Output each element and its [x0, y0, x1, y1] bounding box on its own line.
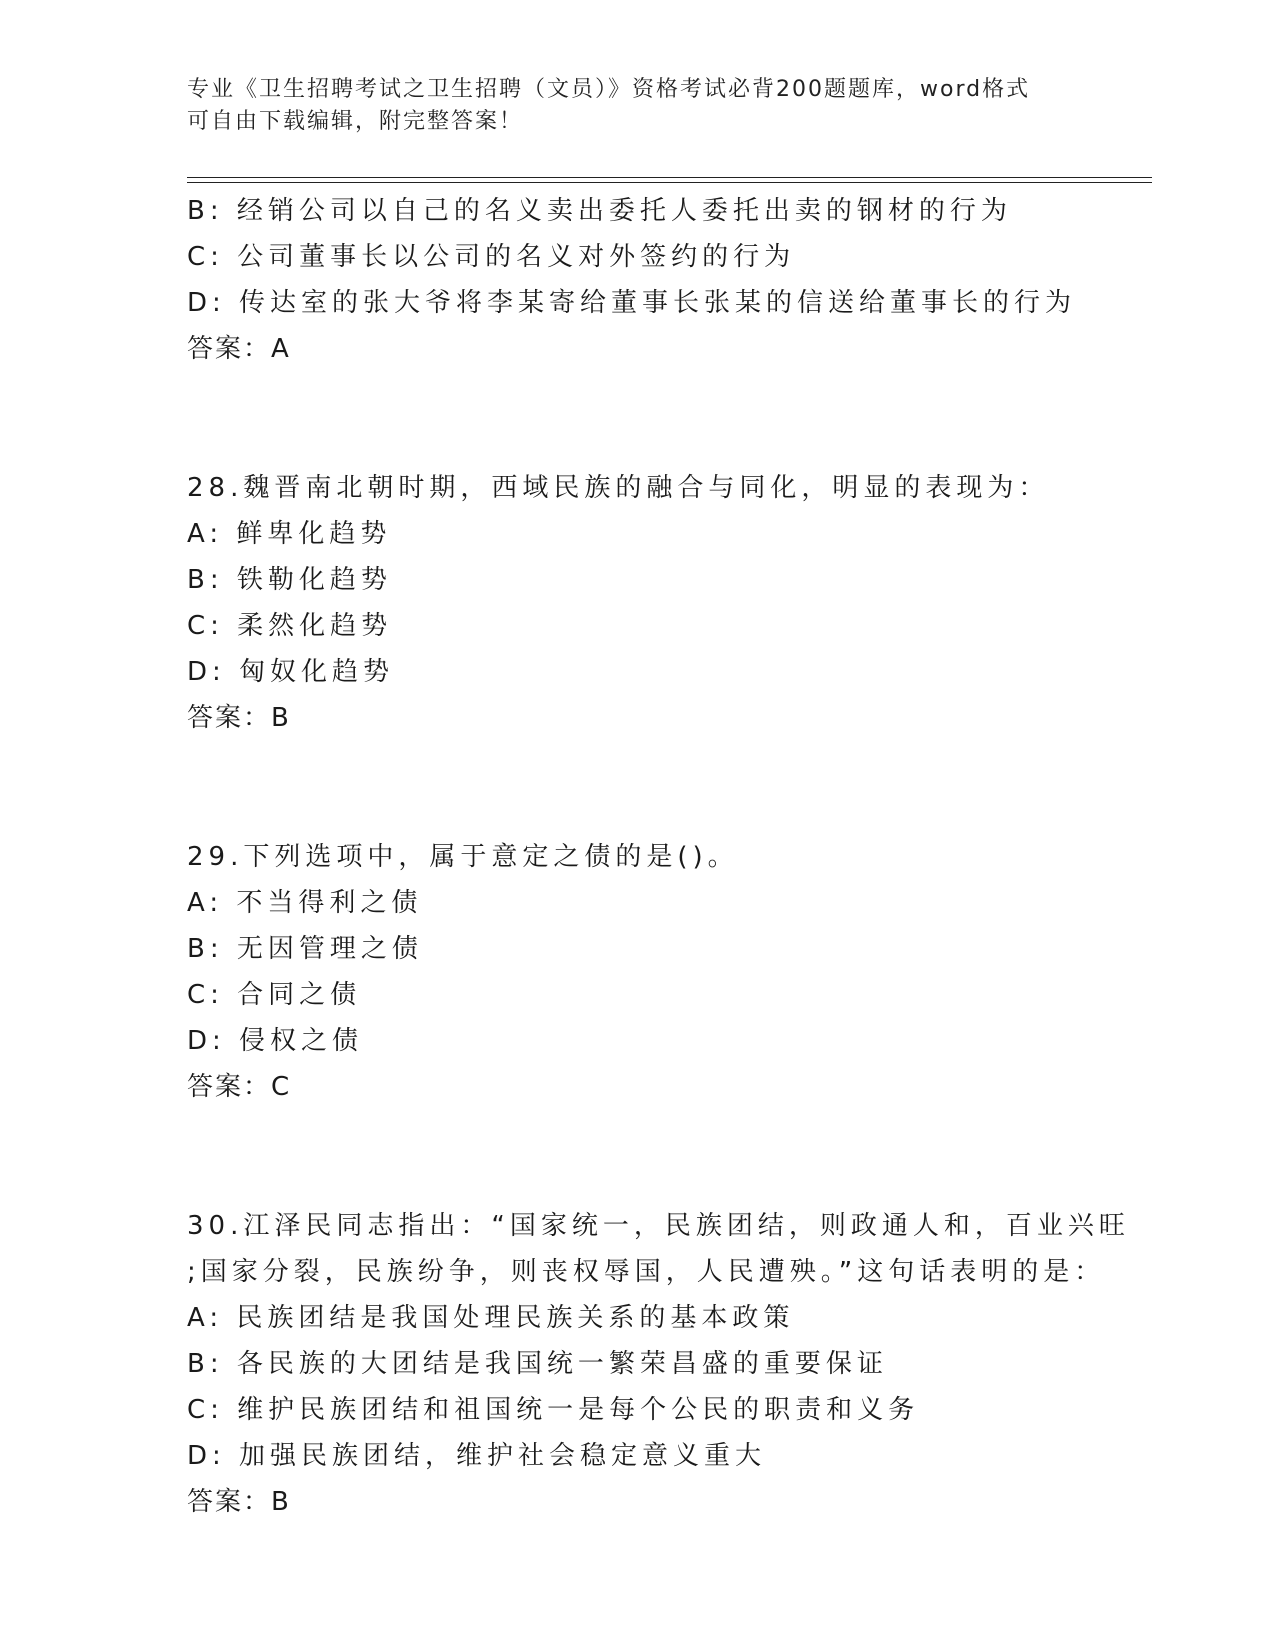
option-c: C: 维护民族团结和祖国统一是每个公民的职责和义务	[187, 1395, 920, 1425]
question-stem: 28.魏晋南北朝时期，西域民族的融合与同化，明显的表现为：	[187, 473, 1050, 503]
option-b: B: 铁勒化趋势	[187, 565, 392, 595]
question-29	[187, 834, 1147, 1110]
answer-line: 答案：B	[187, 703, 291, 733]
option-b: B: 无因管理之债	[187, 934, 423, 964]
answer-line: 答案：B	[187, 1487, 291, 1517]
spacer	[187, 1110, 1147, 1203]
question-list	[187, 188, 1147, 1525]
option-b: B: 各民族的大团结是我国统一繁荣昌盛的重要保证	[187, 1349, 888, 1379]
option-d: D: 侵权之债	[187, 1026, 364, 1056]
question-stem-line-1: 30.江泽民同志指出：“国家统一，民族团结，则政通人和，百业兴旺	[187, 1211, 1130, 1241]
option-b: B: 经销公司以自己的名义卖出委托人委托出卖的钢材的行为	[187, 196, 1012, 226]
option-a: A: 鲜卑化趋势	[187, 519, 392, 549]
spacer	[187, 741, 1147, 834]
header-line-1: 专业《卫生招聘考试之卫生招聘（文员）》资格考试必背200题题库，word格式	[187, 77, 1031, 102]
header-divider-top	[187, 177, 1152, 178]
answer-line: 答案：A	[187, 334, 291, 364]
option-c: C: 柔然化趋势	[187, 611, 393, 641]
question-30	[187, 1203, 1147, 1525]
question-stem-line-2: ;国家分裂，民族纷争，则丧权辱国，人民遭殃。”这句话表明的是：	[187, 1257, 1106, 1287]
question-28	[187, 465, 1147, 741]
option-d: D: 传达室的张大爷将李某寄给董事长张某的信送给董事长的行为	[187, 288, 1077, 318]
option-a: A: 不当得利之债	[187, 888, 423, 918]
header-line-2: 可自由下载编辑，附完整答案！	[187, 109, 524, 134]
option-d: D: 匈奴化趋势	[187, 657, 395, 687]
option-c: C: 合同之债	[187, 980, 362, 1010]
option-c: C: 公司董事长以公司的名义对外签约的行为	[187, 242, 796, 272]
question-stem: 29.下列选项中，属于意定之债的是()。	[187, 842, 739, 872]
document-header	[187, 74, 1087, 138]
header-divider-bottom	[187, 182, 1152, 183]
previous-question-continuation	[187, 188, 1147, 372]
answer-line: 答案：C	[187, 1072, 292, 1102]
option-d: D: 加强民族团结，维护社会稳定意义重大	[187, 1441, 767, 1471]
spacer	[187, 372, 1147, 465]
option-a: A: 民族团结是我国处理民族关系的基本政策	[187, 1303, 795, 1333]
